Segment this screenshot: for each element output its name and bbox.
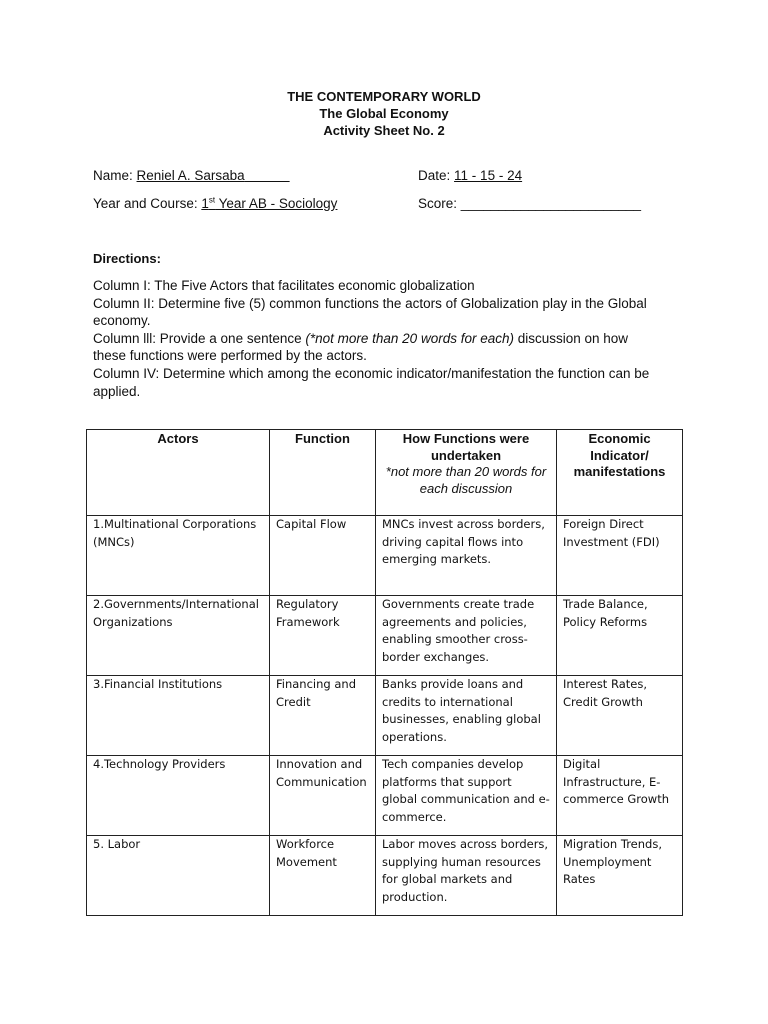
- activity-table: [86, 429, 683, 916]
- name-line: [93, 167, 290, 185]
- table-row: [87, 516, 683, 596]
- cell-actor: 1.Multinational Corporations (MNCs): [87, 516, 270, 596]
- directions-title: Directions:: [93, 251, 161, 266]
- activity-sheet-label: Activity Sheet No. 2: [323, 123, 445, 138]
- header-indicator: Economic Indicator/ manifestations: [557, 430, 683, 516]
- document-title: THE CONTEMPORARY WORLD: [287, 89, 481, 104]
- direction-column-1: Column I: The Five Actors that facilitates economic globalization: [93, 278, 475, 293]
- direction-column-2: Column II: Determine five (5) common functions the actors of Globalization play in the Global economy.: [93, 295, 647, 329]
- cell-actor: 3.Financial Institutions: [87, 676, 270, 756]
- score-line: [418, 195, 641, 213]
- cell-indicator: Digital Infrastructure, E-commerce Growth: [557, 756, 683, 836]
- cell-indicator: Foreign Direct Investment (FDI): [557, 516, 683, 596]
- cell-function: Workforce Movement: [270, 836, 376, 916]
- header-how-note: *not more than 20 words for each discussion: [385, 464, 547, 496]
- table-header-row: [87, 430, 683, 516]
- score-value: ________________________: [460, 196, 641, 211]
- cell-function: Capital Flow: [270, 516, 376, 596]
- cell-actor: 2.Governments/International Organizations: [87, 596, 270, 676]
- cell-function: Innovation and Communication: [270, 756, 376, 836]
- cell-function: Regulatory Framework: [270, 596, 376, 676]
- cell-actor: 5. Labor: [87, 836, 270, 916]
- direction-column-3: Column lll: Provide a one sentence (*not more than 20 words for each) discussion on how these functions were performed by the actors.: [93, 330, 629, 364]
- cell-indicator: Trade Balance, Policy Reforms: [557, 596, 683, 676]
- year-course-label: Year and Course:: [93, 196, 198, 211]
- header-how: How Functions were undertaken *not more than 20 words for each discussion: [376, 430, 557, 516]
- document-subtitle: The Global Economy: [319, 106, 449, 121]
- cell-how: Labor moves across borders, supplying human resources for global markets and production.: [376, 836, 557, 916]
- header-actors: Actors: [87, 430, 270, 516]
- document-header: [0, 88, 768, 139]
- direction-column-4: Column IV: Determine which among the economic indicator/manifestation the function can be applied.: [93, 365, 650, 399]
- table-row: [87, 836, 683, 916]
- date-value: 11 - 15 - 24: [454, 168, 523, 183]
- cell-how: Banks provide loans and credits to international businesses, enabling global operations.: [376, 676, 557, 756]
- header-function: Function: [270, 430, 376, 516]
- year-course-line: [93, 195, 337, 213]
- score-label: Score:: [418, 196, 458, 211]
- cell-indicator: Interest Rates, Credit Growth: [557, 676, 683, 756]
- cell-how: Governments create trade agreements and policies, enabling smoother cross-border exchanges.: [376, 596, 557, 676]
- cell-actor: 4.Technology Providers: [87, 756, 270, 836]
- name-value: Reniel A. Sarsaba: [136, 168, 245, 183]
- year-course-value: 1st Year AB - Sociology: [201, 195, 338, 211]
- cell-function: Financing and Credit: [270, 676, 376, 756]
- table-row: [87, 596, 683, 676]
- cell-how: MNCs invest across borders, driving capital flows into emerging markets.: [376, 516, 557, 596]
- table-row: [87, 676, 683, 756]
- directions-body: [93, 277, 653, 400]
- date-label: Date:: [418, 168, 451, 183]
- cell-indicator: Migration Trends, Unemployment Rates: [557, 836, 683, 916]
- date-line: [418, 167, 522, 185]
- cell-how: Tech companies develop platforms that support global communication and e-commerce.: [376, 756, 557, 836]
- name-label: Name:: [93, 168, 133, 183]
- table-row: [87, 756, 683, 836]
